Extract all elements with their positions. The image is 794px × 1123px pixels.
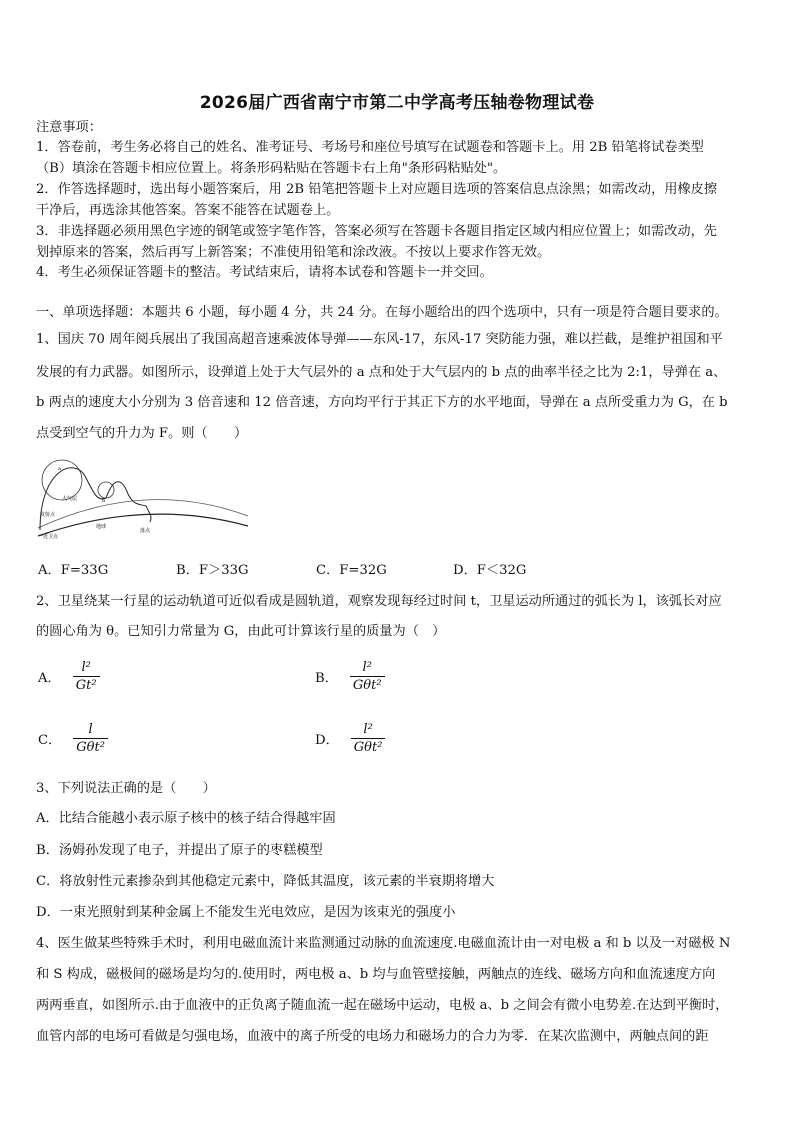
fig-label-land: 落点 (140, 528, 151, 534)
q4-stem-line: 两两垂直，如图所示.由于血液中的正负离子随血流一起在磁场中运动，电极 a、b 之间会有微小电势差.在达到平衡时， (36, 998, 729, 1013)
fraction-denominator: Gθt² (76, 740, 105, 755)
fig-label-atmo: 大气层 (62, 496, 78, 502)
q2-option-label: C． (38, 733, 62, 748)
fraction-numerator: l² (363, 722, 373, 737)
q2-option-d[interactable] (315, 722, 385, 755)
page-title: 2026届广西省南宁市第二中学高考压轴卷物理试卷 (199, 93, 595, 113)
q1-stem-line: 1、国庆 70 周年阅兵展出了我国高超音速乘波体导弹——东风-17，东风-17 突防能力强，难以拦截，是维护祖国和平 (36, 332, 723, 347)
fig-label-a: a (58, 466, 61, 472)
q3-option-a[interactable]: A．比结合能越小表示原子核中的核子结合得越牢固 (36, 811, 336, 826)
q1-option-d[interactable]: D．F＜32G (453, 563, 527, 578)
q4-stem-line: 和 S 构成，磁极间的磁场是均匀的.使用时，两电极 a、b 均与血管壁接触，两触点的连线、磁场方向和血流速度方向 (36, 967, 716, 982)
section-heading: 一、单项选择题：本题共 6 小题，每小题 4 分，共 24 分。在每小题给出的四个选项中，只有一项是符合题目要求的。 (36, 305, 728, 320)
notice-line: 2．作答选择题时，选出每小题答案后，用 2B 铅笔把答题卡上对应题目选项的答案信息点涂黑；如需改动，用橡皮擦 (36, 182, 718, 197)
q3-stem: 3、下列说法正确的是（ ） (36, 781, 216, 796)
fig-label-b: b (102, 498, 106, 504)
fig-label-launch: 发射点 (40, 512, 56, 518)
q1-stem-line: 发展的有力武器。如图所示，设弹道上处于大气层外的 a 点和处于大气层内的 b 点的曲率半径之比为 2:1，导弹在 a、 (36, 365, 727, 380)
q1-stem-line: 点受到空气的升力为 F。则（ ） (36, 426, 248, 441)
q1-option-a[interactable]: A．F=33G (38, 563, 109, 578)
fraction-numerator: l (88, 722, 93, 737)
notice-line: 3．非选择题必须用黑色字迹的钢笔或签字笔作答，答案必须写在答题卡各题目指定区域内相应位置上；如需改动，先 (36, 224, 717, 239)
q4-stem-line: 血管内部的电场可看做是匀强电场，血液中的离子所受的电场力和磁场力的合力为零．在某次监测中，两触点间的距 (36, 1029, 709, 1044)
notice-line: 1．答卷前，考生务必将自己的姓名、准考证号、考场号和座位号填写在试题卷和答题卡上。用 2B 铅笔将试卷类型 (36, 140, 704, 155)
fig-label-alt: 一近卫点 (38, 534, 59, 540)
fraction-denominator: Gθt² (352, 678, 382, 693)
notice-line: （B）填涂在答题卡相应位置上。将条形码粘贴在答题卡右上角"条形码粘贴处"。 (36, 161, 507, 176)
notice-heading: 注意事项： (36, 120, 102, 135)
fraction-denominator: Gt² (75, 678, 97, 693)
fig-label-ground: 地球 (96, 524, 107, 530)
fraction-numerator: l² (362, 660, 372, 675)
q2-stem-line: 的圆心角为 θ。已知引力常量为 G，由此可计算该行星的质量为（ ） (36, 624, 446, 639)
q2-option-c[interactable] (38, 722, 108, 755)
q3-option-d[interactable]: D．一束光照射到某种金属上不能发生光电效应，是因为该束光的强度小 (36, 905, 456, 920)
q2-option-a[interactable] (38, 660, 100, 693)
q3-option-c[interactable]: C．将放射性元素掺杂到其他稳定元素中，降低其温度，该元素的半衰期将增大 (36, 874, 495, 889)
fraction-numerator: l² (81, 660, 91, 675)
missile-trajectory-figure (36, 458, 251, 540)
notice-line: 4．考生必须保证答题卡的整洁。考试结束后，请将本试卷和答题卡一并交回。 (36, 265, 493, 280)
q2-option-label: B． (315, 671, 338, 686)
q2-option-b[interactable] (315, 660, 385, 693)
q3-option-b[interactable]: B．汤姆孙发现了电子，并提出了原子的枣糕模型 (36, 843, 323, 858)
q2-stem-line: 2、卫星绕某一行星的运动轨道可近似看成是圆轨道，观察发现每经过时间 t，卫星运动所通过的弧长为 l，该弧长对应 (36, 594, 722, 609)
fraction-denominator: Gθt² (353, 740, 383, 755)
notice-line: 划掉原来的答案，然后再写上新答案；不准使用铅笔和涂改液。不按以上要求作答无效。 (36, 245, 551, 260)
q1-options (38, 561, 758, 581)
q1-stem-line: b 两点的速度大小分别为 3 倍音速和 12 倍音速，方向均平行于其正下方的水平地面，导弹在 a 点所受重力为 G，在 b (36, 395, 728, 410)
q1-option-c[interactable]: C．F=32G (316, 563, 387, 578)
q2-option-label: A． (38, 671, 61, 686)
notice-line: 干净后，再选涂其他答案。答案不能答在试题卷上。 (36, 203, 340, 218)
q1-option-b[interactable]: B．F＞33G (176, 563, 249, 578)
q4-stem-line: 4、医生做某些特殊手术时，利用电磁血流计来监测通过动脉的血流速度.电磁血流计由一对电极 a 和 b 以及一对磁极 N (36, 936, 731, 951)
q2-option-label: D． (315, 733, 339, 748)
